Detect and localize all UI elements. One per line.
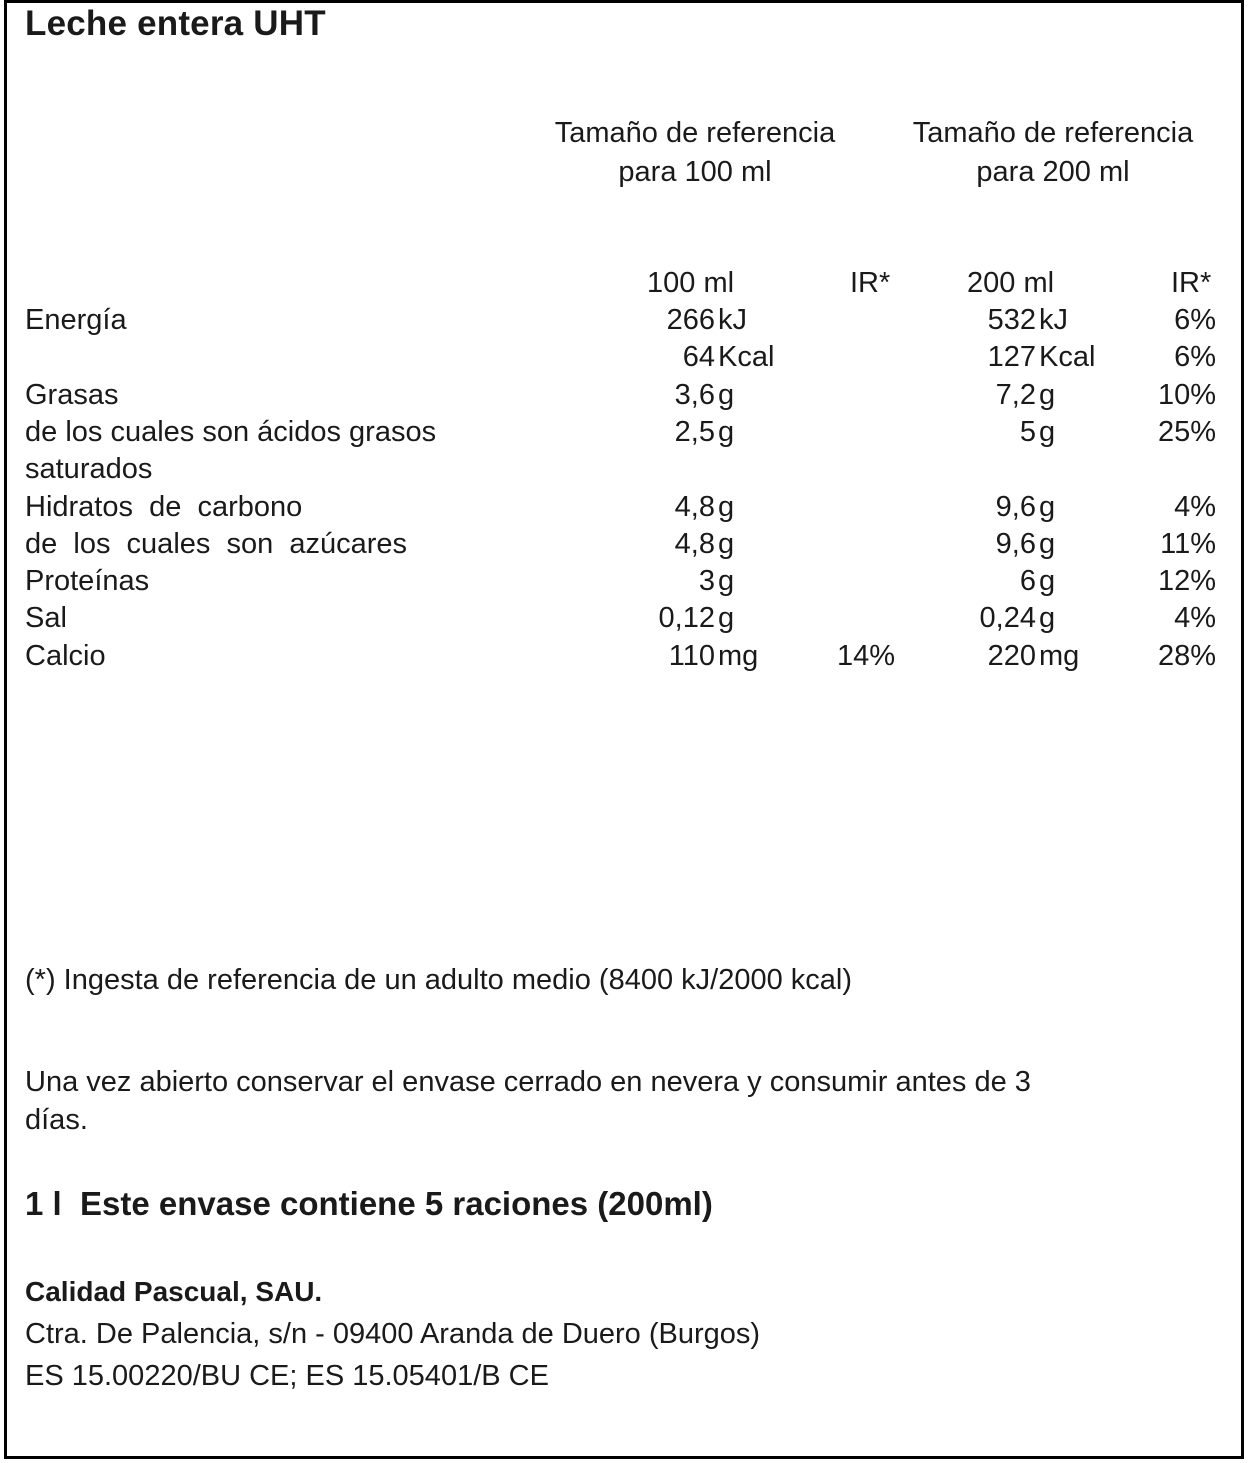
nutrient-label: Proteínas	[25, 565, 150, 598]
nutrient-label: Hidratos de carbono	[25, 490, 303, 523]
unit-100ml: kJ	[718, 304, 747, 336]
value-100ml: 0,12	[658, 602, 715, 635]
ir-200ml: 25%	[1157, 415, 1216, 448]
value-200ml: 7,2	[995, 378, 1036, 411]
nutrient-label: de los cuales son ácidos grasos	[25, 415, 437, 448]
unit-100ml: mg	[718, 639, 759, 672]
unit-200ml: Kcal	[1039, 341, 1096, 374]
nutrient-label: Grasas	[25, 378, 119, 411]
ir-200ml: 10%	[1157, 378, 1216, 411]
value-100ml: 3,6	[674, 378, 715, 411]
company-address: Ctra. De Palencia, s/n - 09400 Aranda de Duero (Burgos)	[25, 1318, 761, 1350]
product-title: Leche entera UHT	[25, 4, 326, 43]
ir-200ml: 28%	[1157, 639, 1216, 672]
ir-200ml: 4%	[1174, 490, 1216, 523]
value-200ml: 9,6	[995, 490, 1036, 523]
unit-200ml: g	[1039, 602, 1056, 635]
value-200ml: 5	[1019, 415, 1036, 448]
reference-header-100-line1: Tamaño de referencia	[554, 117, 836, 149]
unit-200ml: g	[1039, 415, 1056, 448]
unit-100ml: g	[718, 378, 735, 411]
reference-header-100-line2: para 100 ml	[618, 156, 772, 188]
value-100ml: 2,5	[674, 415, 715, 448]
value-200ml: 532	[987, 304, 1036, 336]
ir-200ml: 11%	[1160, 527, 1216, 560]
unit-200ml: kJ	[1039, 304, 1068, 336]
value-200ml: 127	[987, 341, 1036, 374]
unit-100ml: g	[718, 565, 735, 598]
storage-instructions-line1: Una vez abierto conservar el envase cerrado en nevera y consumir antes de 3	[25, 1066, 1031, 1098]
unit-200ml: g	[1039, 490, 1056, 523]
unit-100ml: g	[718, 527, 735, 560]
storage-instructions-line2: días.	[25, 1104, 88, 1136]
value-100ml: 110	[668, 639, 715, 672]
footnote: (*) Ingesta de referencia de un adulto medio (8400 kJ/2000 kcal)	[25, 964, 852, 996]
unit-200ml: g	[1039, 565, 1056, 598]
reference-header-200-line1: Tamaño de referencia	[912, 117, 1194, 149]
unit-200ml: g	[1039, 527, 1056, 560]
column-header-200ml: 200 ml	[967, 267, 1055, 299]
ir-100ml: 14%	[836, 639, 895, 672]
nutrient-label: Energía	[25, 304, 127, 336]
value-200ml: 9,6	[995, 527, 1036, 560]
nutrient-label: saturados	[25, 453, 153, 486]
ir-200ml: 6%	[1174, 304, 1216, 336]
reference-header-200-line2: para 200 ml	[976, 156, 1130, 188]
value-200ml: 220	[987, 639, 1036, 672]
package-info: 1 l Este envase contiene 5 raciones (200ml)	[25, 1185, 713, 1222]
company-name: Calidad Pascual, SAU.	[25, 1276, 323, 1307]
unit-100ml: g	[718, 602, 735, 635]
ir-200ml: 6%	[1174, 341, 1216, 374]
column-header-ir-100: IR*	[850, 267, 891, 299]
company-registry: ES 15.00220/BU CE; ES 15.05401/B CE	[25, 1360, 549, 1392]
unit-100ml: Kcal	[718, 341, 775, 374]
value-100ml: 266	[666, 304, 715, 336]
column-header-100ml: 100 ml	[647, 267, 735, 299]
label-border	[4, 0, 1244, 1459]
value-200ml: 6	[1019, 565, 1036, 598]
value-200ml: 0,24	[979, 602, 1036, 635]
nutrient-label: Calcio	[25, 639, 106, 672]
unit-200ml: g	[1039, 378, 1056, 411]
unit-100ml: g	[718, 415, 735, 448]
value-100ml: 3	[698, 565, 715, 598]
column-header-ir-200: IR*	[1171, 267, 1212, 299]
unit-100ml: g	[718, 490, 735, 523]
ir-200ml: 12%	[1157, 565, 1216, 598]
ir-200ml: 4%	[1174, 602, 1216, 635]
value-100ml: 4,8	[674, 527, 715, 560]
value-100ml: 4,8	[674, 490, 715, 523]
unit-200ml: mg	[1039, 639, 1080, 672]
nutrient-label: de los cuales son azúcares	[25, 527, 408, 560]
value-100ml: 64	[682, 341, 715, 374]
nutrient-label: Sal	[25, 602, 67, 635]
